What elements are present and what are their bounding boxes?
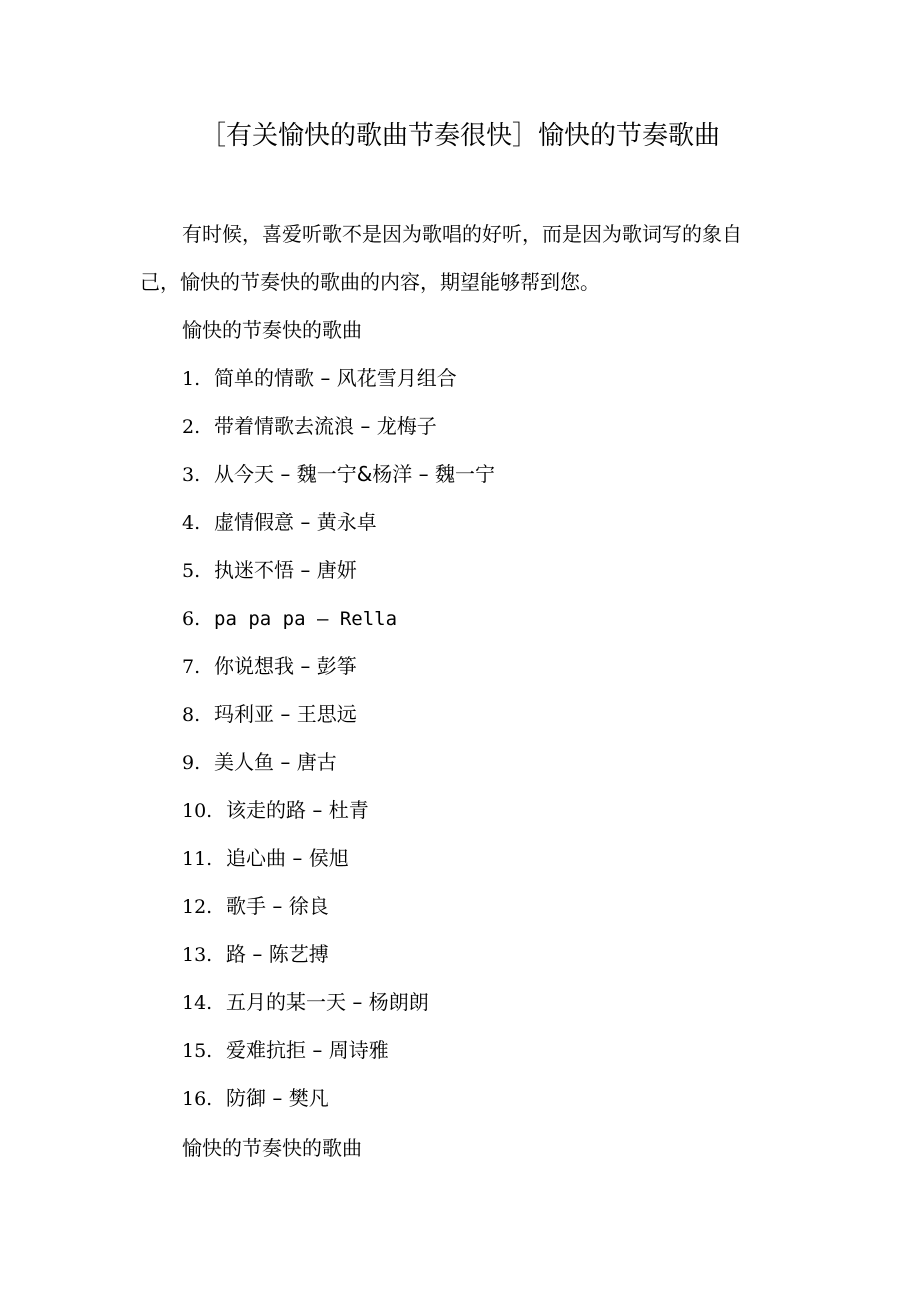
list-item-number: 12. [182, 896, 213, 918]
list-item-text: 美人鱼 – 唐古 [214, 750, 337, 774]
list-item-text: 从今天 – 魏一宁&杨洋 – 魏一宁 [214, 462, 496, 486]
list-item-text: 虚情假意 – 黄永卓 [214, 510, 377, 534]
list-item [182, 546, 357, 595]
list-item-number: 6. [182, 608, 201, 630]
list-item-text: 爱难抗拒 – 周诗雅 [226, 1038, 389, 1062]
list-item [182, 882, 329, 931]
list-item-number: 13. [182, 944, 213, 966]
section-heading: 愉快的节奏快的歌曲 [182, 318, 362, 342]
list-item [182, 642, 357, 691]
list-item-number: 1. [182, 368, 201, 390]
list-item-number: 3. [182, 464, 201, 486]
list-item [182, 402, 437, 451]
list-item-text: pa pa pa – Rella [214, 608, 398, 630]
list-item-text: 你说想我 – 彭筝 [214, 654, 357, 678]
list-item-text: 玛利亚 – 王思远 [214, 702, 357, 726]
list-item-number: 7. [182, 656, 201, 678]
list-item [182, 1026, 389, 1075]
list-item-text: 追心曲 – 侯旭 [226, 846, 349, 870]
list-item-text: 路 – 陈艺搏 [226, 942, 329, 966]
list-item-text: 该走的路 – 杜青 [226, 798, 369, 822]
list-item [182, 834, 349, 883]
list-item-text: 歌手 – 徐良 [226, 894, 329, 918]
list-item-number: 15. [182, 1040, 213, 1062]
list-item-text: 五月的某一天 – 杨朗朗 [226, 990, 429, 1014]
list-item [182, 1074, 329, 1123]
list-item-number: 9. [182, 752, 201, 774]
list-item [182, 978, 429, 1027]
list-item [182, 738, 337, 787]
list-item-text: 执迷不悟 – 唐妍 [214, 558, 357, 582]
document-title: ［有关愉快的歌曲节奏很快］愉快的节奏歌曲 [199, 121, 720, 151]
list-item-number: 11. [182, 848, 213, 870]
list-item [182, 354, 457, 403]
list-item-number: 16. [182, 1088, 213, 1110]
list-item [182, 498, 377, 547]
list-item-number: 8. [182, 704, 201, 726]
list-item-number: 5. [182, 560, 201, 582]
list-item-text: 带着情歌去流浪 – 龙梅子 [214, 414, 437, 438]
list-item-text: 防御 – 樊凡 [226, 1086, 329, 1110]
list-item [182, 594, 397, 643]
footer-heading: 愉快的节奏快的歌曲 [182, 1136, 362, 1160]
list-item-number: 10. [182, 800, 213, 822]
list-item [182, 786, 369, 835]
list-item-number: 2. [182, 416, 201, 438]
list-item [182, 690, 357, 739]
list-item-number: 14. [182, 992, 213, 1014]
list-item [182, 450, 495, 499]
intro-paragraph: 有时候，喜爱听歌不是因为歌唱的好听，而是因为歌词写的象自己，愉快的节奏快的歌曲的内容，期望能够帮到您。 [140, 222, 742, 294]
list-item-number: 4. [182, 512, 201, 534]
list-item-text: 简单的情歌 – 风花雪月组合 [214, 366, 457, 390]
list-item [182, 930, 329, 979]
